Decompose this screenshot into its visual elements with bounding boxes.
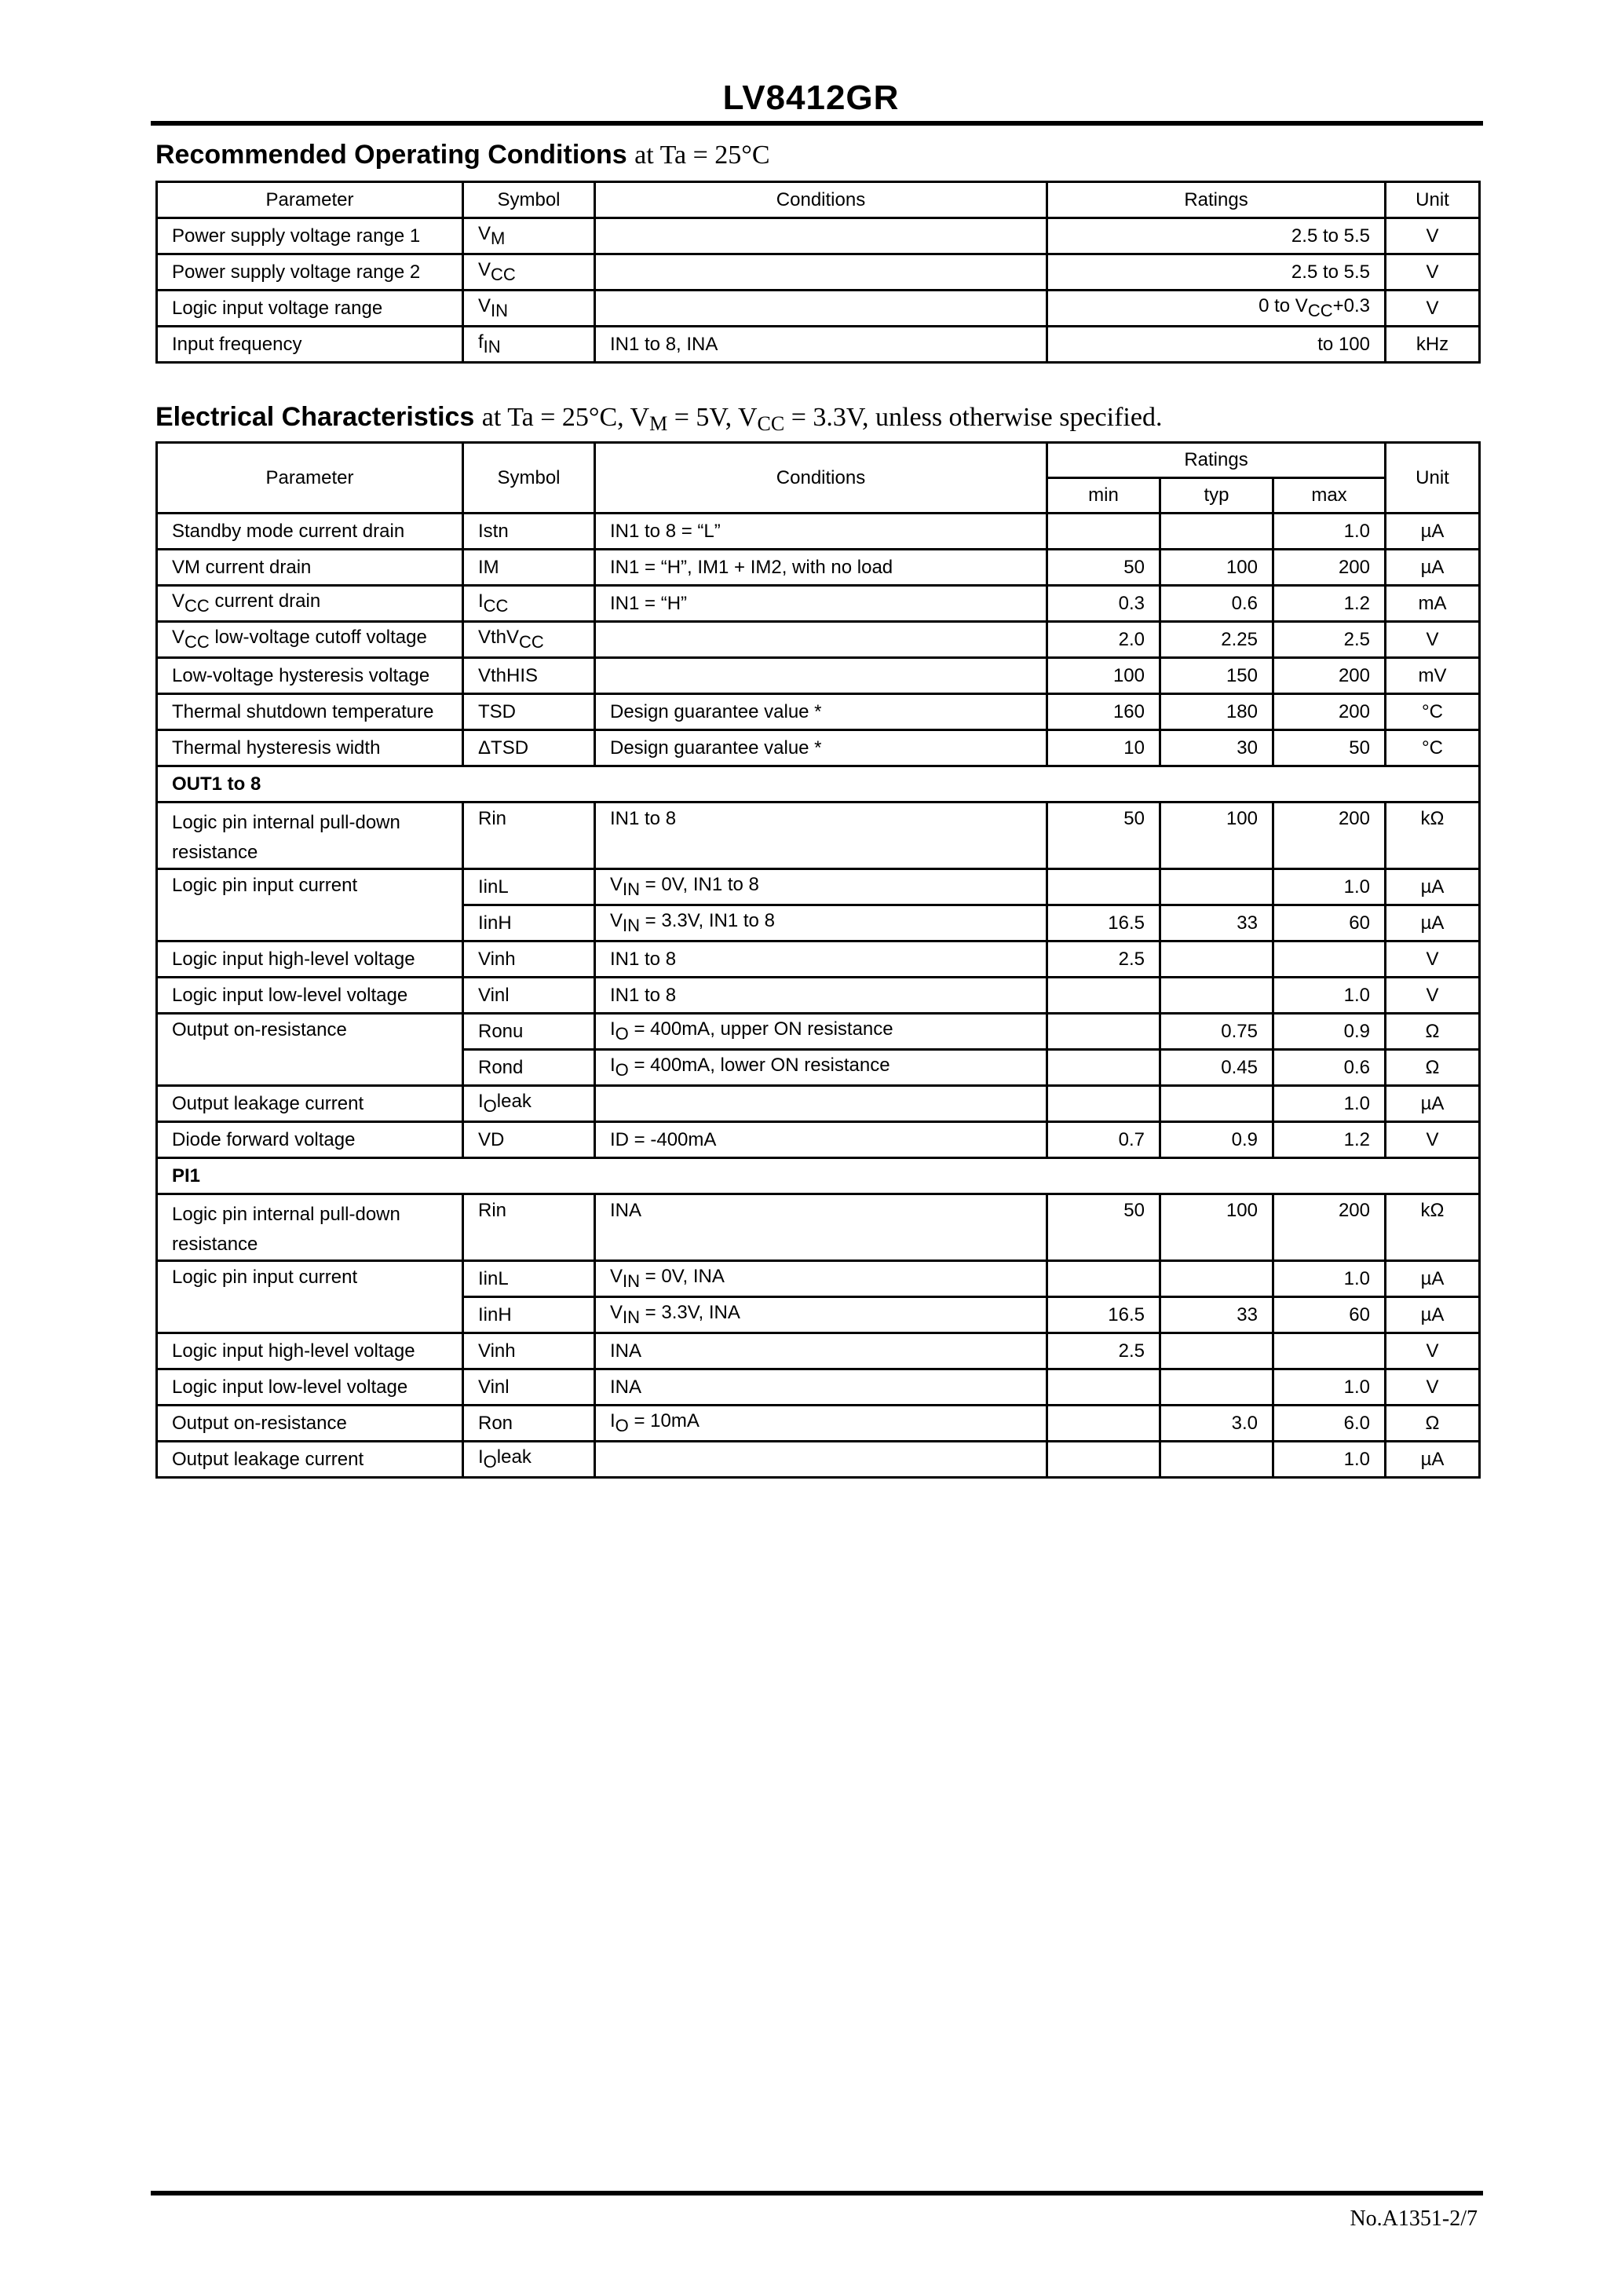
- table-cell-text: 150: [1160, 658, 1273, 694]
- table-cell-text: 1.2: [1273, 1122, 1386, 1158]
- table-cell-text: [1160, 1086, 1273, 1122]
- roc-heading: [155, 140, 770, 170]
- table-cell-text: IinL: [463, 1261, 595, 1297]
- table-cell: [463, 1086, 595, 1122]
- table-cell-text: 200: [1273, 1194, 1386, 1261]
- table-cell-text: V: [1386, 1122, 1480, 1158]
- table-cell-text: 30: [1160, 730, 1273, 766]
- table-row: [157, 291, 1480, 327]
- table-cell-text: leak: [496, 1446, 532, 1468]
- table-cell-text: Logic input high-level voltage: [157, 1333, 463, 1369]
- table-cell-text: [1160, 1442, 1273, 1478]
- table-row: [157, 1122, 1480, 1158]
- table-row: [157, 869, 1480, 905]
- table-cell-text: Rin: [463, 803, 595, 869]
- cell-param: Power supply voltage range 1: [157, 218, 463, 254]
- table-cell-text: ΔTSD: [463, 730, 595, 766]
- table-cell-text: IN: [623, 916, 641, 935]
- table-cell-text: Low-voltage hysteresis voltage: [157, 658, 463, 694]
- table-cell-text: VthHIS: [463, 658, 595, 694]
- table-cell-text: µA: [1386, 514, 1480, 550]
- table-cell-text: [595, 1086, 1047, 1122]
- table-cell-text: Thermal shutdown temperature: [157, 694, 463, 730]
- table-row: [157, 218, 1480, 254]
- table-cell-text: 0.9: [1273, 1014, 1386, 1050]
- table-cell-text: [1047, 1442, 1160, 1478]
- table-cell-text: I: [610, 1018, 616, 1040]
- section-row-out: [157, 766, 1480, 803]
- table-cell-text: I: [478, 1446, 484, 1468]
- cell-param: Logic input voltage range: [157, 291, 463, 327]
- table-cell-text: CC: [1307, 301, 1333, 320]
- table-cell-text: IN: [483, 337, 501, 356]
- table-cell-text: CC: [483, 596, 509, 616]
- col-ratings: Ratings: [1047, 182, 1386, 218]
- table-cell-text: V: [1386, 978, 1480, 1014]
- table-cell-text: [1160, 941, 1273, 978]
- table-cell-text: Logic pin input current: [157, 869, 463, 941]
- table-row: [157, 694, 1480, 730]
- table-row: [157, 514, 1480, 550]
- table-cell-text: Logic pin input current: [157, 1261, 463, 1333]
- table-cell-text: = 400mA, lower ON resistance: [628, 1055, 890, 1076]
- table-row: [157, 730, 1480, 766]
- table-cell-text: 200: [1273, 550, 1386, 586]
- table-cell-text: IN1 = “H”, IM1 + IM2, with no load: [595, 550, 1047, 586]
- table-cell-text: kΩ: [1386, 803, 1480, 869]
- table-row: [157, 1261, 1480, 1297]
- table-cell-text: IN1 to 8: [595, 978, 1047, 1014]
- col-symbol: Symbol: [463, 443, 595, 514]
- table-cell-text: 60: [1273, 1297, 1386, 1333]
- table-cell-text: [1047, 1406, 1160, 1442]
- table-cell-text: IN1 = “H”: [595, 586, 1047, 622]
- table-cell: [595, 905, 1047, 941]
- document-number: No.A1351-2/7: [1350, 2206, 1478, 2231]
- table-cell-text: [1047, 978, 1160, 1014]
- table-cell-text: CC: [184, 596, 210, 616]
- bottom-rule: [151, 2191, 1483, 2195]
- table-cell-text: Thermal hysteresis width: [157, 730, 463, 766]
- table-cell-text: 2.5: [1047, 1333, 1160, 1369]
- table-cell-text: Design guarantee value *: [595, 694, 1047, 730]
- table-cell-text: = 400mA, upper ON resistance: [628, 1018, 893, 1040]
- table-cell: [595, 1050, 1047, 1086]
- cell-symbol: [463, 254, 595, 291]
- cell-rating: [1047, 291, 1386, 327]
- table-cell-text: 0 to V: [1259, 295, 1308, 316]
- table-row: [157, 658, 1480, 694]
- table-cell-text: V: [610, 874, 623, 895]
- table-cell: [463, 586, 595, 622]
- table-cell-text: µA: [1386, 1086, 1480, 1122]
- table-cell-text: = 0V, IN1 to 8: [640, 874, 759, 895]
- table-cell-text: leak: [496, 1091, 532, 1112]
- cell-rating: 2.5 to 5.5: [1047, 218, 1386, 254]
- table-cell-text: M: [649, 412, 668, 435]
- table-cell: [463, 622, 595, 658]
- table-cell-text: 0.6: [1273, 1050, 1386, 1086]
- table-cell-text: IinH: [463, 1297, 595, 1333]
- table-cell-text: 200: [1273, 658, 1386, 694]
- table-cell-text: 16.5: [1047, 1297, 1160, 1333]
- table-cell-text: M: [491, 229, 506, 248]
- table-cell-text: Standby mode current drain: [157, 514, 463, 550]
- table-cell-text: current drain: [209, 590, 321, 612]
- table-cell: [157, 586, 463, 622]
- table-cell-text: Logic input high-level voltage: [157, 941, 463, 978]
- table-cell-text: 0.6: [1160, 586, 1273, 622]
- table-row: [157, 1442, 1480, 1478]
- table-cell-text: Vinl: [463, 1369, 595, 1406]
- table-cell-text: 160: [1047, 694, 1160, 730]
- table-cell-text: [595, 658, 1047, 694]
- cell-rating: 2.5 to 5.5: [1047, 254, 1386, 291]
- section-label-out: OUT1 to 8: [157, 766, 1480, 803]
- table-cell-text: 50: [1273, 730, 1386, 766]
- table-cell-text: V: [172, 627, 185, 648]
- ec-condition: [481, 403, 1163, 435]
- table-cell-text: V: [610, 1302, 623, 1323]
- table-cell: [595, 1406, 1047, 1442]
- table-cell-text: INA: [595, 1369, 1047, 1406]
- table-cell-text: Rond: [463, 1050, 595, 1086]
- table-cell-text: IM: [463, 550, 595, 586]
- table-cell-text: V: [1386, 1369, 1480, 1406]
- table-cell-text: = 3.3V, unless otherwise specified.: [784, 403, 1163, 432]
- table-row: [157, 586, 1480, 622]
- cell-cond: [595, 254, 1047, 291]
- table-cell-text: [1160, 1261, 1273, 1297]
- table-cell-text: mV: [1386, 658, 1480, 694]
- table-cell-text: 0.9: [1160, 1122, 1273, 1158]
- col-typ: typ: [1160, 478, 1273, 514]
- table-cell-text: 180: [1160, 694, 1273, 730]
- table-cell-text: I: [610, 1055, 616, 1076]
- table-cell-text: µA: [1386, 1442, 1480, 1478]
- cell-unit: V: [1386, 218, 1480, 254]
- table-cell-text: Logic input low-level voltage: [157, 1369, 463, 1406]
- table-cell-text: IinL: [463, 869, 595, 905]
- table-cell-text: 1.0: [1273, 1086, 1386, 1122]
- top-rule: [151, 121, 1483, 126]
- table-cell-text: Design guarantee value *: [595, 730, 1047, 766]
- table-cell-text: 50: [1047, 1194, 1160, 1261]
- table-cell-text: Rin: [463, 1194, 595, 1261]
- table-row: [157, 803, 1480, 869]
- table-cell-text: Istn: [463, 514, 595, 550]
- cell-cond: [595, 291, 1047, 327]
- table-cell-text: V: [478, 259, 491, 280]
- table-cell-text: [595, 622, 1047, 658]
- ec-table: [155, 441, 1481, 1479]
- table-cell-text: IN: [491, 301, 509, 320]
- table-cell-text: I: [610, 1410, 616, 1431]
- table-cell-text: 0.75: [1160, 1014, 1273, 1050]
- table-cell-text: Output leakage current: [157, 1086, 463, 1122]
- table-cell-text: 200: [1273, 803, 1386, 869]
- table-cell-text: CC: [491, 265, 516, 284]
- table-cell-text: 6.0: [1273, 1406, 1386, 1442]
- table-cell-text: O: [483, 1096, 497, 1116]
- table-cell-text: 100: [1047, 658, 1160, 694]
- table-cell-text: kΩ: [1386, 1194, 1480, 1261]
- table-cell-text: IN1 to 8: [595, 803, 1047, 869]
- table-cell-text: Ron: [463, 1406, 595, 1442]
- table-cell-text: VM current drain: [157, 550, 463, 586]
- table-cell-text: 50: [1047, 550, 1160, 586]
- table-row: [157, 1369, 1480, 1406]
- table-cell-text: V: [1386, 941, 1480, 978]
- table-cell-text: µA: [1386, 905, 1480, 941]
- col-max: max: [1273, 478, 1386, 514]
- table-cell-text: 1.0: [1273, 869, 1386, 905]
- table-cell-text: at Ta = 25°C, V: [481, 403, 650, 432]
- table-cell-text: Ω: [1386, 1014, 1480, 1050]
- table-cell-text: [1160, 514, 1273, 550]
- table-cell-text: = 0V, INA: [640, 1266, 725, 1287]
- roc-table: [155, 181, 1481, 364]
- table-cell-text: V: [610, 1266, 623, 1287]
- table-cell-text: V: [478, 295, 491, 316]
- table-cell-text: [1160, 1369, 1273, 1406]
- table-cell-text: [1160, 1333, 1273, 1369]
- table-cell-text: 100: [1160, 803, 1273, 869]
- col-symbol: Symbol: [463, 182, 595, 218]
- table-header-row: [157, 182, 1480, 218]
- table-cell-text: 2.0: [1047, 622, 1160, 658]
- section-row-pi: [157, 1158, 1480, 1194]
- table-cell-text: Logic pin internal pull-down resistance: [157, 803, 463, 869]
- table-cell-text: IN: [623, 1271, 641, 1291]
- table-cell-text: [1273, 1333, 1386, 1369]
- table-row: [157, 1194, 1480, 1261]
- table-cell-text: IN: [623, 1307, 641, 1327]
- table-cell-text: V: [1386, 1333, 1480, 1369]
- table-cell-text: µA: [1386, 1261, 1480, 1297]
- table-cell-text: mA: [1386, 586, 1480, 622]
- roc-condition: at Ta = 25°C: [634, 141, 770, 170]
- table-cell-text: Output on-resistance: [157, 1014, 463, 1086]
- cell-cond: IN1 to 8, INA: [595, 327, 1047, 363]
- table-header-row: [157, 443, 1480, 478]
- table-cell-text: TSD: [463, 694, 595, 730]
- table-row: [157, 327, 1480, 363]
- table-cell-text: ID = -400mA: [595, 1122, 1047, 1158]
- table-cell-text: [1160, 869, 1273, 905]
- table-cell-text: IN1 to 8: [595, 941, 1047, 978]
- table-cell-text: CC: [757, 412, 785, 435]
- table-cell: [595, 1014, 1047, 1050]
- table-cell-text: VD: [463, 1122, 595, 1158]
- table-row: [157, 978, 1480, 1014]
- table-cell-text: 2.25: [1160, 622, 1273, 658]
- cell-unit: V: [1386, 291, 1480, 327]
- table-cell-text: V: [172, 590, 185, 612]
- table-cell-text: 100: [1160, 1194, 1273, 1261]
- table-row: [157, 1086, 1480, 1122]
- table-cell-text: 1.0: [1273, 1261, 1386, 1297]
- table-cell-text: 1.0: [1273, 1442, 1386, 1478]
- table-cell-text: IinH: [463, 905, 595, 941]
- table-cell-text: 0.7: [1047, 1122, 1160, 1158]
- col-conditions: Conditions: [595, 443, 1047, 514]
- table-cell-text: Logic pin internal pull-down resistance: [157, 1194, 463, 1261]
- table-cell-text: V: [610, 910, 623, 931]
- table-cell: [595, 1261, 1047, 1297]
- table-cell-text: 1.0: [1273, 1369, 1386, 1406]
- table-cell-text: I: [478, 590, 484, 612]
- cell-param: Input frequency: [157, 327, 463, 363]
- cell-unit: kHz: [1386, 327, 1480, 363]
- ec-title: Electrical Characteristics: [155, 402, 475, 432]
- table-cell-text: µA: [1386, 1297, 1480, 1333]
- table-cell-text: Ω: [1386, 1050, 1480, 1086]
- roc-title: Recommended Operating Conditions: [155, 140, 627, 170]
- table-cell-text: 50: [1047, 803, 1160, 869]
- table-cell-text: 0.45: [1160, 1050, 1273, 1086]
- table-cell-text: 0.3: [1047, 586, 1160, 622]
- table-row: [157, 1014, 1480, 1050]
- table-cell-text: INA: [595, 1333, 1047, 1369]
- table-cell-text: V: [478, 223, 491, 244]
- table-row: [157, 254, 1480, 291]
- table-cell-text: 1.0: [1273, 978, 1386, 1014]
- table-cell-text: 1.2: [1273, 586, 1386, 622]
- table-cell-text: Vinh: [463, 941, 595, 978]
- ec-heading: [155, 402, 1162, 436]
- table-cell-text: Ω: [1386, 1406, 1480, 1442]
- table-cell-text: IN: [623, 879, 641, 899]
- table-cell-text: CC: [519, 632, 544, 652]
- section-label-pi: PI1: [157, 1158, 1480, 1194]
- table-cell-text: = 5V, V: [667, 403, 758, 432]
- table-cell-text: Vinl: [463, 978, 595, 1014]
- table-cell-text: 33: [1160, 1297, 1273, 1333]
- table-cell-text: IN1 to 8 = “L”: [595, 514, 1047, 550]
- cell-rating: to 100: [1047, 327, 1386, 363]
- table-cell-text: V: [1386, 622, 1480, 658]
- table-cell-text: [1047, 869, 1160, 905]
- table-cell-text: O: [615, 1060, 629, 1080]
- table-cell-text: Diode forward voltage: [157, 1122, 463, 1158]
- table-cell-text: °C: [1386, 730, 1480, 766]
- cell-unit: V: [1386, 254, 1480, 291]
- col-parameter: Parameter: [157, 182, 463, 218]
- cell-symbol: [463, 327, 595, 363]
- table-cell-text: 2.5: [1047, 941, 1160, 978]
- table-cell-text: Logic input low-level voltage: [157, 978, 463, 1014]
- table-cell-text: [595, 1442, 1047, 1478]
- cell-symbol: [463, 218, 595, 254]
- table-cell-text: CC: [184, 632, 210, 652]
- table-cell-text: 10: [1047, 730, 1160, 766]
- table-cell-text: I: [478, 1091, 484, 1112]
- table-cell-text: Output on-resistance: [157, 1406, 463, 1442]
- table-cell: [595, 869, 1047, 905]
- col-unit: Unit: [1386, 443, 1480, 514]
- table-cell: [157, 622, 463, 658]
- table-cell-text: VthV: [478, 627, 520, 648]
- col-parameter: Parameter: [157, 443, 463, 514]
- table-row: [157, 550, 1480, 586]
- table-cell-text: INA: [595, 1194, 1047, 1261]
- table-cell-text: 60: [1273, 905, 1386, 941]
- table-row: [157, 622, 1480, 658]
- table-cell-text: [1047, 1014, 1160, 1050]
- table-cell-text: µA: [1386, 869, 1480, 905]
- table-cell-text: µA: [1386, 550, 1480, 586]
- table-cell-text: [1047, 1050, 1160, 1086]
- table-cell-text: 2.5: [1273, 622, 1386, 658]
- table-row: [157, 1406, 1480, 1442]
- table-cell-text: °C: [1386, 694, 1480, 730]
- table-cell-text: Ronu: [463, 1014, 595, 1050]
- table-cell-text: [1047, 1086, 1160, 1122]
- table-cell-text: [1160, 978, 1273, 1014]
- table-cell-text: = 3.3V, INA: [640, 1302, 740, 1323]
- page-title: LV8412GR: [722, 79, 900, 117]
- col-conditions: Conditions: [595, 182, 1047, 218]
- table-cell-text: = 3.3V, IN1 to 8: [640, 910, 775, 931]
- table-cell-text: 200: [1273, 694, 1386, 730]
- table-cell-text: +0.3: [1332, 295, 1370, 316]
- table-cell: [463, 1442, 595, 1478]
- table-cell-text: 16.5: [1047, 905, 1160, 941]
- col-unit: Unit: [1386, 182, 1480, 218]
- table-cell-text: f: [478, 331, 484, 353]
- table-cell-text: Output leakage current: [157, 1442, 463, 1478]
- table-row: [157, 941, 1480, 978]
- cell-cond: [595, 218, 1047, 254]
- table-cell-text: [1273, 941, 1386, 978]
- col-ratings: Ratings: [1047, 443, 1386, 478]
- table-cell-text: O: [615, 1416, 629, 1435]
- table-cell-text: = 10mA: [628, 1410, 700, 1431]
- table-cell-text: Vinh: [463, 1333, 595, 1369]
- table-cell-text: [1047, 514, 1160, 550]
- table-cell-text: O: [483, 1452, 497, 1472]
- table-cell-text: [1047, 1261, 1160, 1297]
- table-cell-text: 100: [1160, 550, 1273, 586]
- table-cell-text: low-voltage cutoff voltage: [209, 627, 427, 648]
- table-row: [157, 1333, 1480, 1369]
- col-min: min: [1047, 478, 1160, 514]
- cell-param: Power supply voltage range 2: [157, 254, 463, 291]
- table-cell-text: [1047, 1369, 1160, 1406]
- cell-symbol: [463, 291, 595, 327]
- table-cell: [595, 1297, 1047, 1333]
- table-cell-text: 33: [1160, 905, 1273, 941]
- table-cell-text: 3.0: [1160, 1406, 1273, 1442]
- table-cell-text: 1.0: [1273, 514, 1386, 550]
- table-cell-text: O: [615, 1024, 629, 1044]
